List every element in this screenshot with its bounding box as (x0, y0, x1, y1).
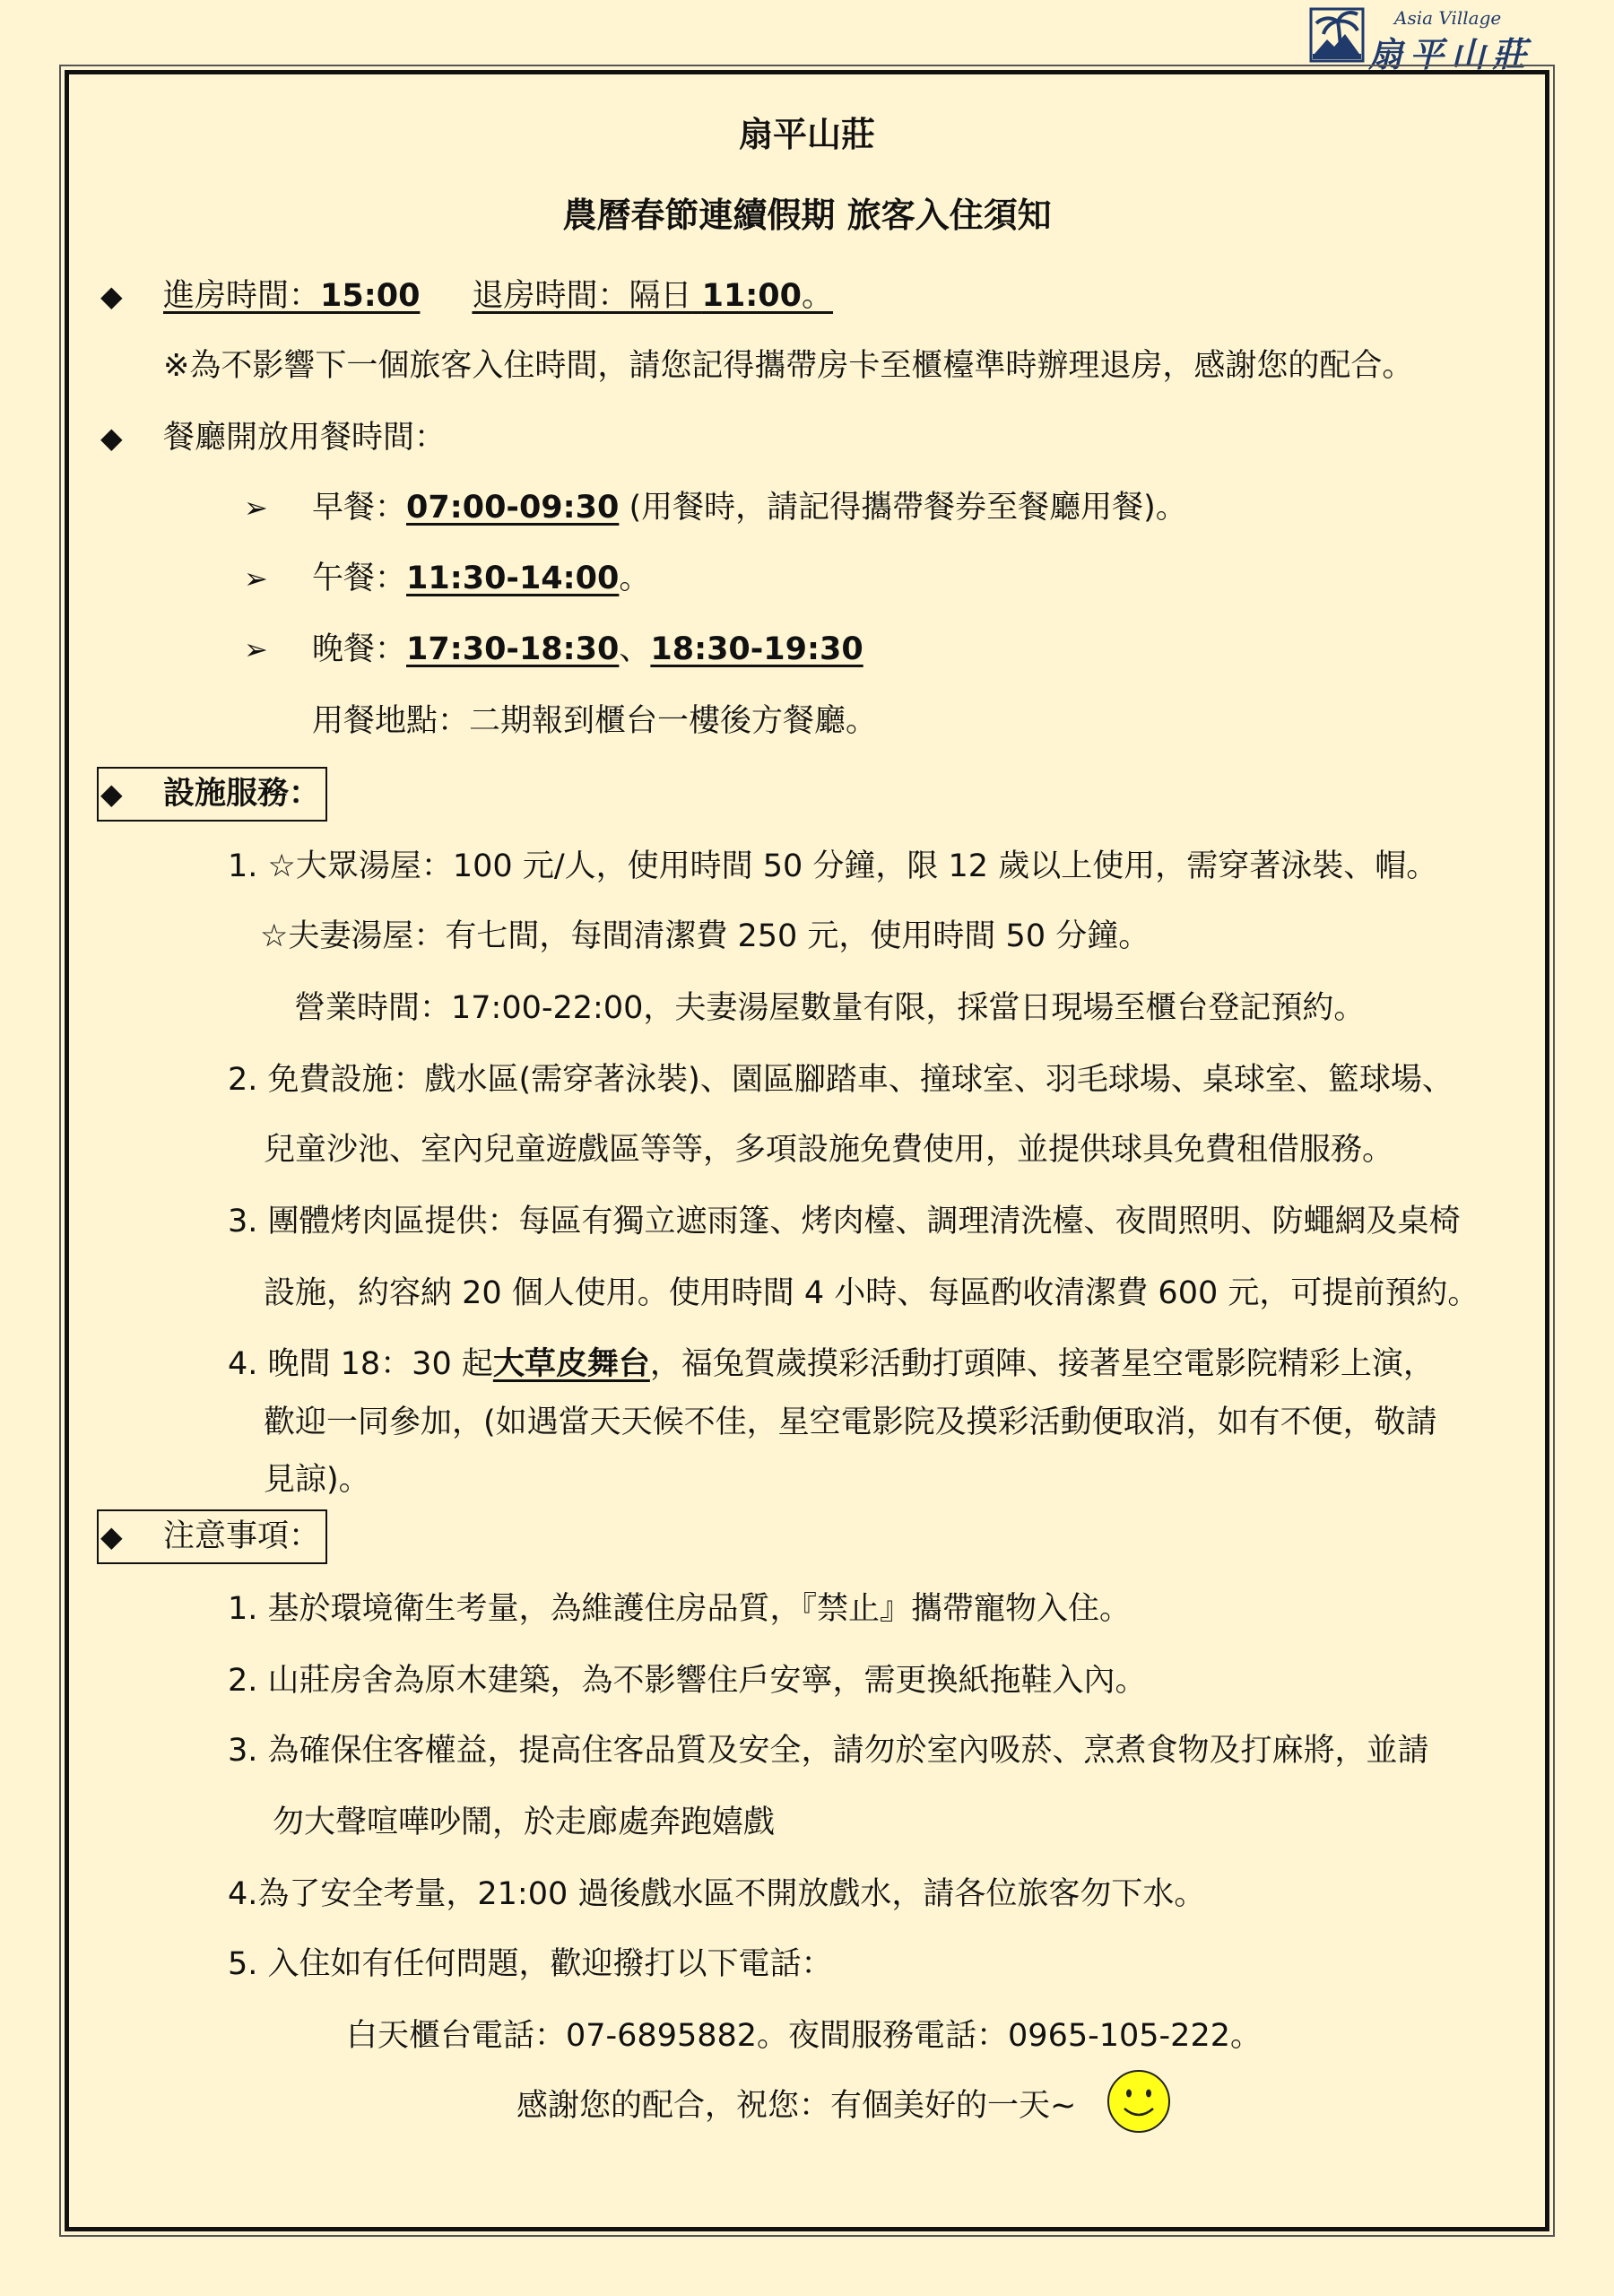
palm-tree-logo-icon (1309, 7, 1365, 63)
note-item-5: 5. 入住如有任何問題，歡迎撥打以下電話： (228, 1946, 833, 1982)
checkin-end: 。 (802, 278, 834, 314)
thanks-message: 感謝您的配合，祝您：有個美好的一天~ (516, 2088, 1077, 2124)
facility-item-1a: 1. ☆大眾湯屋：100 元/人，使用時間 50 分鐘，限 12 歲以上使用，需穿著泳裝、帽。 (228, 848, 1438, 884)
dinner-time-2: 18:30-19:30 (650, 631, 863, 667)
lunch-end: 。 (619, 561, 651, 596)
facility-item-3a: 3. 團體烤肉區提供：每區有獨立遮雨篷、烤肉檯、調理清洗檯、夜間照明、防蠅網及桌椅 (228, 1204, 1461, 1239)
dinner-time-1: 17:30-18:30 (406, 631, 620, 667)
lunch-time: 11:30-14:00 (406, 561, 620, 596)
dinner-line (312, 628, 863, 671)
diamond-bullet-icon: ◆ (100, 279, 123, 313)
facility-item-4c: 見諒)。 (264, 1462, 370, 1498)
note-item-1: 1. 基於環境衛生考量，為維護住房品質，『禁止』攜帶寵物入住。 (228, 1591, 1132, 1627)
arrow-bullet-icon: ➢ (244, 561, 268, 596)
note-item-3a: 3. 為確保住客權益，提高住客品質及安全，請勿於室內吸菸、烹煮食物及打麻將，並請 (228, 1733, 1429, 1769)
diamond-bullet-icon: ◆ (100, 421, 123, 455)
note-item-2: 2. 山莊房舍為原木建築，為不影響住戶安寧，需更換紙拖鞋入內。 (228, 1663, 1147, 1699)
facility-item-4-stage: 大草皮舞台 (492, 1346, 650, 1382)
checkout-label: 退房時間：隔日 (472, 278, 692, 314)
checkin-time: 15:00 (320, 278, 421, 314)
arrow-bullet-icon: ➢ (244, 632, 268, 666)
note-item-3b: 勿大聲喧嘩吵鬧，於走廊處奔跑嬉戲 (273, 1805, 776, 1840)
facility-item-3b: 設施，約容納 20 個人使用。使用時間 4 小時、每區酌收清潔費 600 元，可提前預約。 (264, 1275, 1480, 1311)
breakfast-note: (用餐時，請記得攜帶餐券至餐廳用餐)。 (619, 490, 1187, 526)
facility-item-1b: ☆夫妻湯屋：有七間，每間清潔費 250 元，使用時間 50 分鐘。 (260, 918, 1150, 954)
breakfast-line (312, 486, 1187, 529)
page-subtitle: 農曆春節連續假期 旅客入住須知 (562, 196, 1052, 235)
facility-item-4a (228, 1343, 1435, 1386)
dinner-separator: 、 (619, 631, 651, 667)
facility-item-4-suffix: ，福兔賀歲摸彩活動打頭陣、接著星空電影院精彩上演， (649, 1346, 1435, 1382)
checkin-label: 進房時間： (163, 278, 321, 314)
smiley-face-icon (1105, 2067, 1173, 2135)
facility-item-4-prefix: 4. 晚間 18：30 起 (228, 1346, 493, 1382)
dining-location: 用餐地點：二期報到櫃台一樓後方餐廳。 (312, 703, 878, 739)
diamond-bullet-icon: ◆ (100, 777, 123, 811)
notes-heading: 注意事項： (163, 1518, 321, 1554)
breakfast-label: 早餐： (312, 490, 407, 526)
logo-chinese-text: 扇平山莊 (1368, 34, 1534, 74)
facility-item-1c: 營業時間：17:00-22:00，夫妻湯屋數量有限，採當日現場至櫃台登記預約。 (294, 990, 1366, 1026)
checkin-line (163, 274, 833, 317)
checkout-time: 11:00 (701, 278, 803, 314)
dining-heading: 餐廳開放用餐時間： (163, 420, 447, 456)
breakfast-time: 07:00-09:30 (406, 490, 620, 526)
facility-item-4b: 歡迎一同參加，(如遇當天天候不佳，星空電影院及摸彩活動便取消，如有不便，敬請 (264, 1405, 1437, 1440)
logo-english-text: Asia Village (1394, 7, 1502, 29)
facilities-heading: 設施服務： (163, 776, 321, 812)
arrow-bullet-icon: ➢ (244, 491, 268, 525)
dinner-label: 晚餐： (312, 631, 407, 667)
facility-item-2b: 兒童沙池、室內兒童遊戲區等等，多項設施免費使用，並提供球具免費租借服務。 (264, 1132, 1394, 1168)
checkin-note: ※為不影響下一個旅客入住時間，請您記得攜帶房卡至櫃檯準時辦理退房，感謝您的配合。 (163, 348, 1414, 384)
note-item-4: 4.為了安全考量，21:00 過後戲水區不開放戲水，請各位旅客勿下水。 (228, 1876, 1206, 1912)
phone-numbers: 白天櫃台電話：07-6895882。夜間服務電話：0965-105-222。 (346, 2018, 1262, 2054)
checkin-times (163, 278, 833, 314)
facility-item-2a: 2. 免費設施：戲水區(需穿著泳裝)、園區腳踏車、撞球室、羽毛球場、桌球室、籃球場、 (228, 1062, 1453, 1098)
page-title: 扇平山莊 (738, 115, 875, 154)
diamond-bullet-icon: ◆ (100, 1519, 123, 1553)
lunch-label: 午餐： (312, 561, 407, 596)
logo (1309, 4, 1534, 74)
lunch-line (312, 557, 650, 600)
